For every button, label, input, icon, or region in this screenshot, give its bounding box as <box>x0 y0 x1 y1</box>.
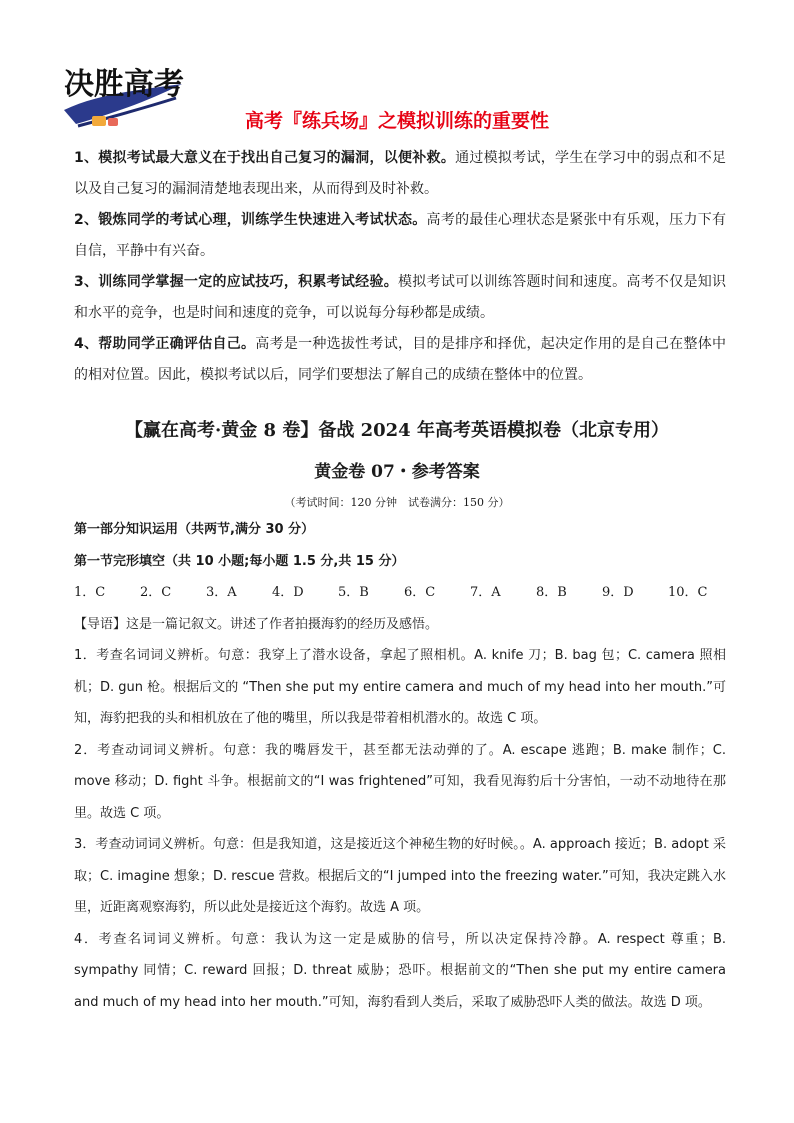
exam-time: （考试时间：120 分钟 试卷满分：150 分） <box>284 496 510 509</box>
answer-6: 6．C <box>404 585 436 600</box>
answer-9: 9．D <box>602 585 634 600</box>
exam-title: 【赢在高考·黄金 8 卷】备战 2024 年高考英语模拟卷（北京专用） <box>125 420 669 441</box>
logo-text: 决胜高考 <box>64 67 184 102</box>
subsection-heading: 第一节完形填空（共 10 小题;每小题 1.5 分,共 15 分） <box>74 553 405 569</box>
intro-section <box>74 143 726 391</box>
answer-7: 7．A <box>470 585 501 600</box>
guide-text: 【导语】这是一篇记叙文。讲述了作者拍摄海豹的经历及感悟。 <box>74 616 439 632</box>
answer-2: 2．C <box>140 585 172 600</box>
banner-title-text: 高考『练兵场』之模拟训练的重要性 <box>244 110 549 132</box>
intro-item-3 <box>74 267 726 329</box>
intro-item-2 <box>74 205 726 267</box>
answer-key <box>74 577 726 609</box>
explanation-2: 2．考查动词词义辨析。句意：我的嘴唇发干，甚至都无法动弹的了。A. escape 逃跑；B. make 制作；C. move 移动；D. fight 斗争。根据前文的“I was frightened”可知，我看见海豹后十分害怕，一动不动地待在那里。故选 C 项。 <box>74 742 726 821</box>
intro-item-2-bold: 2、锻炼同学的考试心理，训练学生快速进入考试状态。 <box>74 212 427 228</box>
explanation-4: 4．考查名词词义辨析。句意：我认为这一定是威胁的信号，所以决定保持冷静。A. respect 尊重；B. sympathy 同情；C. reward 回报；D. threat 威胁；恐吓。根据前文的“Then she put my entire camera and much of my head into her mouth.”可知，海豹看到人类后，采取了威胁恐吓人类的做法。故选 D 项。 <box>74 931 726 1010</box>
intro-item-4-bold: 4、帮助同学正确评估自己。 <box>74 336 256 352</box>
answer-body <box>74 514 726 1018</box>
intro-item-1 <box>74 143 726 205</box>
explanation-3: 3．考查动词词义辨析。句意：但是我知道，这是接近这个神秘生物的好时候。。A. approach 接近；B. adopt 采取；C. imagine 想象；D. rescue 营救。根据后文的“I jumped into the freezing water.”可知，我决定跳入水里，近距离观察海豹，所以此处是接近这个海豹。故选 A 项。 <box>74 837 726 915</box>
intro-item-4 <box>74 329 726 391</box>
intro-item-3-bold: 3、训练同学掌握一定的应试技巧，积累考试经验。 <box>74 274 399 290</box>
intro-item-1-text: 通过模拟考试，学生在学习中的弱点和不足以及自己复习的漏洞清楚地表现出来，从而得到及时补救。 <box>74 150 726 197</box>
answer-8: 8．B <box>536 585 567 600</box>
part-heading: 第一部分知识运用（共两节,满分 30 分） <box>74 522 315 537</box>
explanation-1: 1．考查名词词义辨析。句意：我穿上了潜水设备，拿起了照相机。A. knife 刀；B. bag 包；C. camera 照相机；D. gun 枪。根据后文的 “Then she put my entire camera and much of my head into her mouth.”可知，海豹把我的头和相机放在了他的嘴里，所以我是带着相机潜水的。故选 C 项。 <box>74 648 726 726</box>
exam-subtitle: 黄金卷 07・参考答案 <box>314 462 480 482</box>
banner-title <box>0 106 794 133</box>
answer-3: 3．A <box>206 585 237 600</box>
answer-1: 1．C <box>74 585 106 600</box>
answer-5: 5．B <box>338 585 369 600</box>
intro-item-4-text: 高考是一种选拔性考试，目的是排序和择优，起决定作用的是自己在整体中的相对位置。因此，模拟考试以后，同学们要想法了解自己的成绩在整体中的位置。 <box>74 336 726 383</box>
answer-10: 10．C <box>668 585 708 600</box>
intro-item-2-text: 高考的最佳心理状态是紧张中有乐观，压力下有自信，平静中有兴奋。 <box>74 212 726 259</box>
intro-item-1-bold: 1、模拟考试最大意义在于找出自己复习的漏洞，以便补救。 <box>74 150 456 166</box>
intro-item-3-text: 模拟考试可以训练答题时间和速度。高考不仅是知识和水平的竞争，也是时间和速度的竞争，可以说每分每秒都是成绩。 <box>74 274 727 321</box>
answer-4: 4．D <box>272 585 304 600</box>
